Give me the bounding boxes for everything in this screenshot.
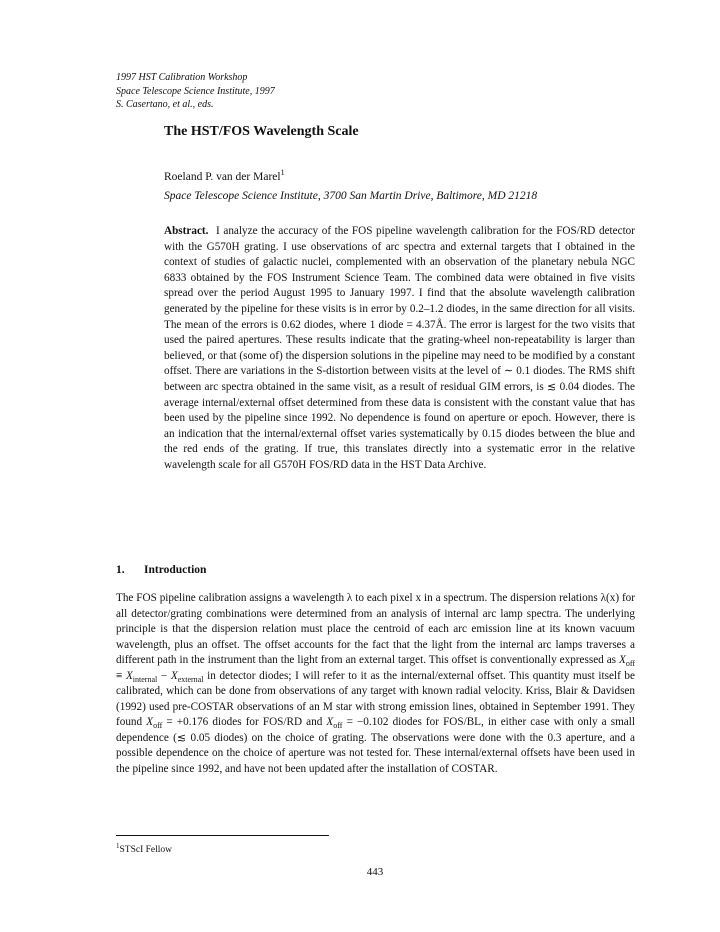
section-title: Introduction [144,564,207,576]
abstract [164,224,635,474]
section-heading [116,564,206,576]
header-line-1: 1997 HST Calibration Workshop [116,72,248,83]
footnote-text: STScI Fellow [119,845,173,855]
math-operator: ≡ [116,669,126,682]
header-line-2: Space Telescope Science Institute, 1997 [116,85,275,97]
section-number: 1. [116,564,125,576]
body-text-part: = −0.102 diodes for FOS/BL, in either case with only a small dependence (≲ 0.05 diodes) on the choice of grating. The observations were done with the 0.3 aperture, and a possible dependence on the choice of aperture was not tested for. These internal/external offsets have been used in the pipeline since 1992, and have not been updated after the installation of COSTAR. [116,716,635,775]
math-subscript: off [153,721,163,731]
math-symbol: X [618,654,626,666]
author-name: Roeland P. van der Marel [164,171,281,183]
abstract-text: I analyze the accuracy of the FOS pipeline wavelength calibration for the FOS/RD detector with the G570H grating. I use observations of arc spectra and external targets that I obtained in the context of studies of galactic nuclei, complemented with an observation of the planetary nebula NGC 6833 obtained by the FOS Instrument Science Team. The combined data were obtained in five visits spread over the period August 1995 to January 1997. I find that the absolute wavelength calibration generated by the pipeline for these visits is in error by 0.2–1.2 diodes, in the same direction for all visits. The mean of the errors is 0.62 diodes, where 1 diode = 4.37Å. The error is largest for the two visits that used the paired apertures. These results indicate that the grating-wheel non-repeatability is larger than believed, or that (some of) the dispersion solutions in the pipeline may need to be modified by a constant offset. There are variations in the S-distortion between visits at the level of ∼ 0.1 diodes. The RMS shift between arc spectra obtained in the same visit, as a result of residual GIM errors, is ≲ 0.04 diodes. The average internal/external offset determined from these data is consistent with the constant value that has been used by the pipeline since 1992. No dependence is found on aperture or epoch. However, there is an indication that the internal/external offset varies systematically by 0.15 diodes between the blue and the red ends of the grating. If true, this translates directly into a systematic error in the relative wavelength scale for all G570H FOS/RD data in the HST Data Archive. [164,225,636,471]
math-subscript: internal [132,674,158,684]
author-line [164,168,285,183]
abstract-label: Abstract. [164,225,209,237]
header-line-3: S. Casertano, et al., eds. [116,99,214,110]
proceedings-header [116,71,275,112]
page-number-text: 443 [366,866,384,878]
body-text-part: The FOS pipeline calibration assigns a wavelength λ to each pixel x in a spectrum. The dispersion relations λ(x) for all detector/grating combinations were determined from an analysis of internal arc lamp spectra. The underlying principle is that the dispersion relation must place the centroid of each arc emission line at its known vacuum wavelength, plus an offset. The offset accounts for the fact that the light from the internal arc lamps traverses a different path in the instrument than the light from an external target. This offset is conventionally expressed as [116,592,635,666]
math-symbol: X [146,716,154,728]
body-text-part: in detector diodes; I will refer to it as the internal/external offset. This quantity must itself be calibrated, which can be done from observations of any target with known radial velocity. Kriss, Blair & Davidsen (1992) used pre-COSTAR observations of an M star with strong emission lines, obtained in September 1991. They found [116,669,635,728]
math-subscript: off [333,721,343,731]
footnote-rule [116,835,329,836]
page-number [0,866,720,878]
math-symbol: X [170,669,178,682]
introduction-paragraph [116,591,635,777]
math-operator: − [157,669,171,682]
author-affiliation: Space Telescope Science Institute, 3700 San Martin Drive, Baltimore, MD 21218 [164,190,538,202]
body-text-part: = +0.176 diodes for FOS/RD and [162,716,327,728]
math-symbol: X [125,669,133,682]
math-subscript: off [625,659,635,669]
paper-title: The HST/FOS Wavelength Scale [164,124,359,139]
footnote-mark: 1 [116,841,120,850]
math-symbol: X [326,716,334,728]
author-footnote-mark: 1 [280,168,285,178]
footnote [116,841,173,855]
math-subscript: external [177,674,204,684]
